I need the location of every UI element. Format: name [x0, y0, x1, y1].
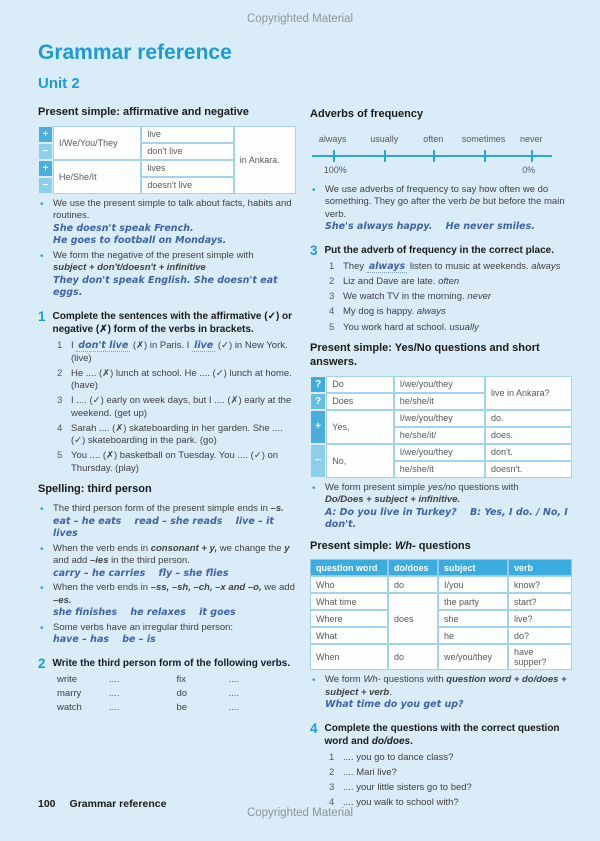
aux-cell: Do: [326, 376, 393, 393]
item-text-part: (✓) in New York. (live): [71, 340, 288, 364]
minus-badge: −: [38, 143, 53, 160]
minus-badge: −: [310, 444, 326, 478]
adverb-hint: usually: [449, 321, 479, 333]
item-number: 1: [57, 340, 63, 351]
example-sentence: What time do you get up?: [325, 699, 464, 711]
aux-cell: Does: [326, 393, 393, 410]
question-badge: ?: [310, 376, 326, 393]
section-heading-spelling: Spelling: third person: [38, 483, 152, 496]
item-number: 3: [57, 395, 63, 407]
verb-column-right: [177, 674, 297, 716]
answer-blank: ....: [109, 702, 120, 714]
plus-badge: +: [310, 410, 326, 444]
example-sentence: He goes to football on Mondays.: [53, 235, 227, 247]
scale-label: always: [318, 133, 347, 144]
scale-tick: [433, 150, 435, 162]
adverb-notes: [310, 184, 572, 234]
grammar-formula: subject + don't/doesn't + infinitive: [53, 262, 206, 274]
exercise-item: [329, 752, 572, 765]
item-text: .... Mari live?: [343, 767, 397, 779]
title-text: .: [410, 736, 413, 747]
item-text-part: My dog is happy.: [343, 306, 417, 318]
item-text: [71, 340, 296, 365]
note-text: We use adverbs of frequency to say how often we do something. They go after the verb: [325, 183, 549, 208]
item-text-part: I: [71, 340, 77, 351]
note-emphasis: yes/no: [427, 481, 456, 493]
verb-row: [57, 702, 177, 713]
rule-emphasis: –ies: [89, 555, 109, 567]
item-text: You .... (✗) basketball on Tuesday. You .... (✓) on Thursday. (play): [71, 450, 279, 474]
subject-cell: He/She/It: [53, 160, 141, 194]
plus-badge: +: [38, 126, 53, 143]
verb: be: [176, 702, 188, 714]
note-text: We use the present simple to talk about facts, habits and routines.: [53, 197, 292, 222]
item-number: 2: [329, 767, 335, 779]
section-heading-yesno: Present simple: Yes/No questions and short answers.: [310, 342, 540, 368]
table-header-row: [310, 559, 572, 576]
verb-cell: lives: [141, 160, 233, 177]
item-number: 1: [329, 261, 335, 273]
question-word-cell: When: [310, 644, 388, 670]
handwritten-answer: don't live: [78, 340, 129, 351]
title-emphasis: do/does: [371, 736, 411, 747]
item-text: [343, 291, 572, 304]
unit-heading: Unit 2: [38, 75, 80, 92]
table-row: [310, 644, 572, 670]
exercise-1: [38, 310, 296, 475]
title-text: Complete the questions with the correct question word and: [324, 723, 560, 747]
scale-line: [312, 155, 552, 157]
exercise-item: [329, 261, 572, 274]
scale-percent-100: 100%: [323, 164, 347, 175]
item-text: [343, 261, 572, 274]
answer-blank: ....: [109, 674, 120, 686]
table-row: [310, 610, 572, 627]
item-number: 5: [57, 450, 63, 462]
table-row: [310, 444, 572, 461]
grammar-formula: question word + do/does + subject + verb: [325, 674, 567, 698]
exercise-item: [57, 340, 296, 365]
aux-cell: does: [388, 593, 438, 644]
table-row: [310, 410, 572, 427]
subject-cell: I/you: [438, 576, 508, 593]
answer-blank: ....: [228, 702, 240, 714]
item-text: .... you walk to school with?: [343, 797, 459, 809]
subject-cell: I/we/you/they: [394, 376, 485, 393]
affirmative-negative-table: [38, 126, 296, 194]
note-text: .: [389, 686, 392, 698]
copyright-notice-top: Copyrighted Material: [246, 13, 354, 25]
subject-cell: he/she/it: [394, 461, 485, 478]
section-heading-adverbs: Adverbs of frequency: [310, 108, 424, 120]
spelling-rule: [38, 622, 296, 647]
rule-text: The third person form of the present simple ends in: [53, 503, 271, 515]
usage-note: [310, 674, 572, 712]
heading-emphasis: Wh-: [394, 539, 416, 552]
spelling-rule: [38, 543, 296, 581]
verb-cell: know?: [508, 576, 572, 593]
item-text: [343, 306, 572, 319]
item-text: .... you go to dance class?: [343, 752, 454, 763]
exercise-item: [329, 322, 572, 335]
answer-blank: ....: [228, 688, 240, 700]
spelling-rule: [38, 503, 296, 541]
answer-blank: ....: [228, 674, 240, 686]
question-badge: ?: [310, 393, 326, 410]
adverb-hint: always: [531, 261, 561, 273]
usage-notes: [38, 198, 296, 300]
rule-text: Some verbs have an irregular third person:: [53, 621, 234, 633]
table-row: [310, 376, 572, 393]
exercise-item: [57, 368, 296, 393]
verb-grid: [57, 674, 296, 716]
scale-label: usually: [370, 133, 399, 144]
verb: write: [57, 674, 78, 686]
rule-emphasis: –es.: [53, 594, 72, 606]
item-text-part: Liz and Dave are late.: [343, 276, 439, 288]
table-row: [310, 576, 572, 593]
table-row: [310, 627, 572, 644]
exercise-item: [329, 782, 572, 795]
scale-tick: [384, 150, 386, 162]
rule-text: we change the: [217, 542, 285, 554]
yes-no-questions-table: [310, 376, 572, 478]
rule-text: When the verb ends in: [53, 582, 151, 594]
column-header: subject: [438, 559, 508, 576]
note-text: We form: [325, 674, 364, 686]
exercise-item: [57, 450, 296, 475]
verb-row: [57, 688, 177, 699]
scale-label: sometimes: [461, 133, 506, 144]
short-answer-cell: don't.: [485, 444, 572, 461]
example-words: eat – he eats read – she reads live – it lives: [53, 515, 278, 540]
wh-questions-table: [310, 559, 572, 670]
exercise-item: [57, 395, 296, 420]
subject-cell: he/she/it/: [394, 427, 485, 444]
complement-cell: in Ankara.: [234, 126, 296, 194]
subject-cell: I/We/You/They: [53, 126, 141, 160]
rule-emphasis: y: [284, 542, 290, 554]
note-text: questions with: [380, 674, 447, 686]
column-header: do/does: [388, 559, 438, 576]
verb-cell: doesn't live: [141, 177, 233, 194]
exercise-number: 3: [310, 242, 318, 258]
verb-cell: have supper?: [508, 644, 572, 670]
exercise-item: [329, 276, 572, 289]
note-emphasis: be: [469, 196, 481, 208]
spelling-rules: [38, 503, 296, 647]
item-text: I .... (✓) early on week days, but I .... (✗) early at the weekend. (get up): [71, 395, 292, 419]
exercise-4-items: [329, 752, 572, 810]
item-text-part: (✗) in Paris. I: [130, 340, 193, 351]
item-number: 3: [329, 291, 335, 303]
scale-percent-0: 0%: [522, 164, 536, 175]
exercise-title: [325, 722, 572, 748]
exercise-1-header: [38, 310, 296, 336]
verb: do: [176, 688, 188, 700]
scale-label: often: [423, 133, 444, 144]
item-text: .... your little sisters go to bed?: [343, 782, 472, 794]
frequency-scale: [312, 132, 570, 180]
exercise-3-items: [329, 261, 572, 334]
rule-emphasis: consonant + y,: [150, 542, 218, 554]
short-answer-cell: does.: [485, 427, 572, 444]
note-text: questions with: [455, 481, 519, 493]
subject-cell: I/we/you/they: [394, 410, 485, 427]
item-text: [343, 276, 572, 289]
question-word-cell: Who: [310, 576, 388, 593]
verb-cell: live?: [508, 610, 572, 627]
scale-tick: [333, 150, 335, 162]
rule-emphasis: –s.: [270, 503, 284, 515]
handwritten-answer: live: [194, 340, 214, 351]
note-text: but before the main verb.: [325, 196, 565, 220]
item-number: 2: [329, 276, 335, 288]
aux-cell: do: [388, 644, 438, 670]
item-number: 1: [329, 752, 335, 763]
right-column: [310, 98, 572, 816]
exercise-item: [329, 291, 572, 304]
scale-label: never: [520, 133, 543, 144]
plus-badge: +: [38, 160, 53, 177]
exercise-number: 1: [38, 309, 46, 324]
exercise-1-items: [57, 340, 296, 475]
complement-cell: live in Ankara?: [485, 376, 572, 410]
exercise-3: [310, 244, 572, 334]
two-column-content: [0, 98, 600, 816]
page-number: 100: [38, 798, 56, 810]
minus-badge: −: [38, 177, 53, 194]
item-number: 3: [329, 782, 335, 794]
exercise-2: [38, 657, 296, 717]
yesno-notes: [310, 482, 572, 532]
copyright-notice-bottom: Copyrighted Material: [246, 807, 354, 819]
adverb-hint: always: [416, 306, 446, 318]
exercise-title: Complete the sentences with the affirmative (✓) or negative (✗) form of the verbs in brackets.: [52, 311, 293, 335]
note-emphasis: Wh-: [363, 674, 381, 686]
scale-tick: [484, 150, 486, 162]
exercise-4-header: [310, 722, 572, 748]
subject-cell: he/she/it: [394, 393, 485, 410]
exercise-number: 4: [310, 721, 318, 736]
usage-note: [38, 250, 296, 300]
exercise-item: [57, 423, 296, 448]
item-number: 4: [57, 422, 63, 434]
item-number: 4: [329, 797, 335, 809]
verb-column-left: [57, 674, 177, 716]
verb-cell: do?: [508, 627, 572, 644]
rule-text: When the verb ends in: [53, 542, 151, 554]
heading-text: Present simple:: [310, 539, 395, 552]
example-sentence: She doesn't speak French.: [53, 222, 194, 234]
exercise-4: [310, 722, 572, 810]
item-number: 4: [329, 306, 335, 318]
example-words: carry – he carries fly – she flies: [53, 567, 229, 579]
wh-notes: [310, 674, 572, 712]
exercise-number: 2: [38, 655, 46, 671]
exercise-3-header: [310, 244, 572, 258]
short-answer-cell: doesn't.: [485, 461, 572, 478]
subject-cell: I/we/you/they: [394, 444, 485, 461]
question-word-cell: Where: [310, 610, 388, 627]
exercise-item: [329, 767, 572, 780]
usage-note: [38, 198, 296, 248]
verb-row: [177, 688, 297, 699]
item-number: 2: [57, 367, 63, 379]
rule-text: in the third person.: [108, 555, 190, 567]
example-words: she finishes he relaxes it goes: [53, 607, 236, 619]
table-row: [38, 126, 296, 143]
rule-text: and add: [53, 555, 90, 567]
verb-row: [57, 674, 177, 685]
spelling-rule: [38, 582, 296, 620]
item-number: 5: [329, 321, 335, 333]
adverb-hint: often: [438, 276, 460, 288]
aux-cell: do: [388, 576, 438, 593]
answer-label-cell: No,: [326, 444, 393, 478]
question-word-cell: What: [310, 627, 388, 644]
exercise-title: Put the adverb of frequency in the correct place.: [324, 244, 555, 256]
exercise-title: Write the third person form of the following verbs.: [52, 657, 291, 669]
rule-emphasis: –ss, –sh, –ch, –x and –o,: [150, 582, 262, 594]
heading-text: questions: [415, 539, 471, 552]
verb-cell: live: [141, 126, 233, 143]
section-heading-wh: [310, 540, 572, 554]
short-answer-cell: do.: [485, 410, 572, 427]
note-text: We form present simple: [325, 481, 428, 493]
subject-cell: she: [438, 610, 508, 627]
answer-label-cell: Yes,: [326, 410, 393, 444]
item-text: [343, 322, 572, 335]
verb-cell: don't live: [141, 143, 233, 160]
verb-cell: start?: [508, 593, 572, 610]
example-sentence: A: Do you live in Turkey? B: Yes, I do. / No, I don't.: [325, 506, 572, 531]
verb: marry: [57, 688, 82, 700]
subject-cell: the party: [438, 593, 508, 610]
exercise-2-header: [38, 657, 296, 671]
subject-cell: we/you/they: [438, 644, 508, 670]
item-text-part: We watch TV in the morning.: [343, 291, 468, 303]
exercise-item: [329, 306, 572, 319]
rule-text: we add: [261, 582, 295, 594]
usage-note: [310, 184, 572, 234]
left-column: [38, 98, 296, 816]
answer-blank: ....: [109, 688, 120, 700]
item-text-part: listen to music at weekends.: [407, 261, 532, 273]
subject-cell: he: [438, 627, 508, 644]
adverb-hint: never: [467, 291, 492, 303]
item-text-part: You work hard at school.: [343, 321, 450, 333]
example-sentence: They don't speak English. She doesn't eat eggs.: [53, 274, 281, 299]
note-text: We form the negative of the present simple with: [53, 249, 254, 261]
verb-row: [177, 674, 297, 685]
verb: fix: [176, 674, 186, 686]
item-text-part: They: [343, 261, 367, 273]
column-header: question word: [310, 559, 388, 576]
example-sentence: She's always happy. He never smiles.: [325, 221, 535, 233]
footer-label: Grammar reference: [69, 798, 167, 810]
handwritten-answer: always: [368, 261, 406, 273]
usage-note: [310, 482, 572, 532]
scale-tick: [531, 150, 533, 162]
item-text: Sarah .... (✗) skateboarding in her garden. She .... (✓) skateboarding in the park. (go): [71, 422, 283, 447]
question-word-cell: What time: [310, 593, 388, 610]
section-heading-present-simple: Present simple: affirmative and negative: [38, 106, 249, 118]
table-row: [310, 593, 572, 610]
item-text: He .... (✗) lunch at school. He .... (✓) lunch at home. (have): [71, 367, 292, 392]
column-header: verb: [508, 559, 572, 576]
example-words: have – has be – is: [53, 634, 156, 646]
grammar-formula: Do/Does + subject + infinitive.: [325, 494, 461, 506]
verb: watch: [57, 702, 82, 714]
page-title: Grammar reference: [38, 41, 232, 64]
verb-row: [177, 702, 297, 713]
